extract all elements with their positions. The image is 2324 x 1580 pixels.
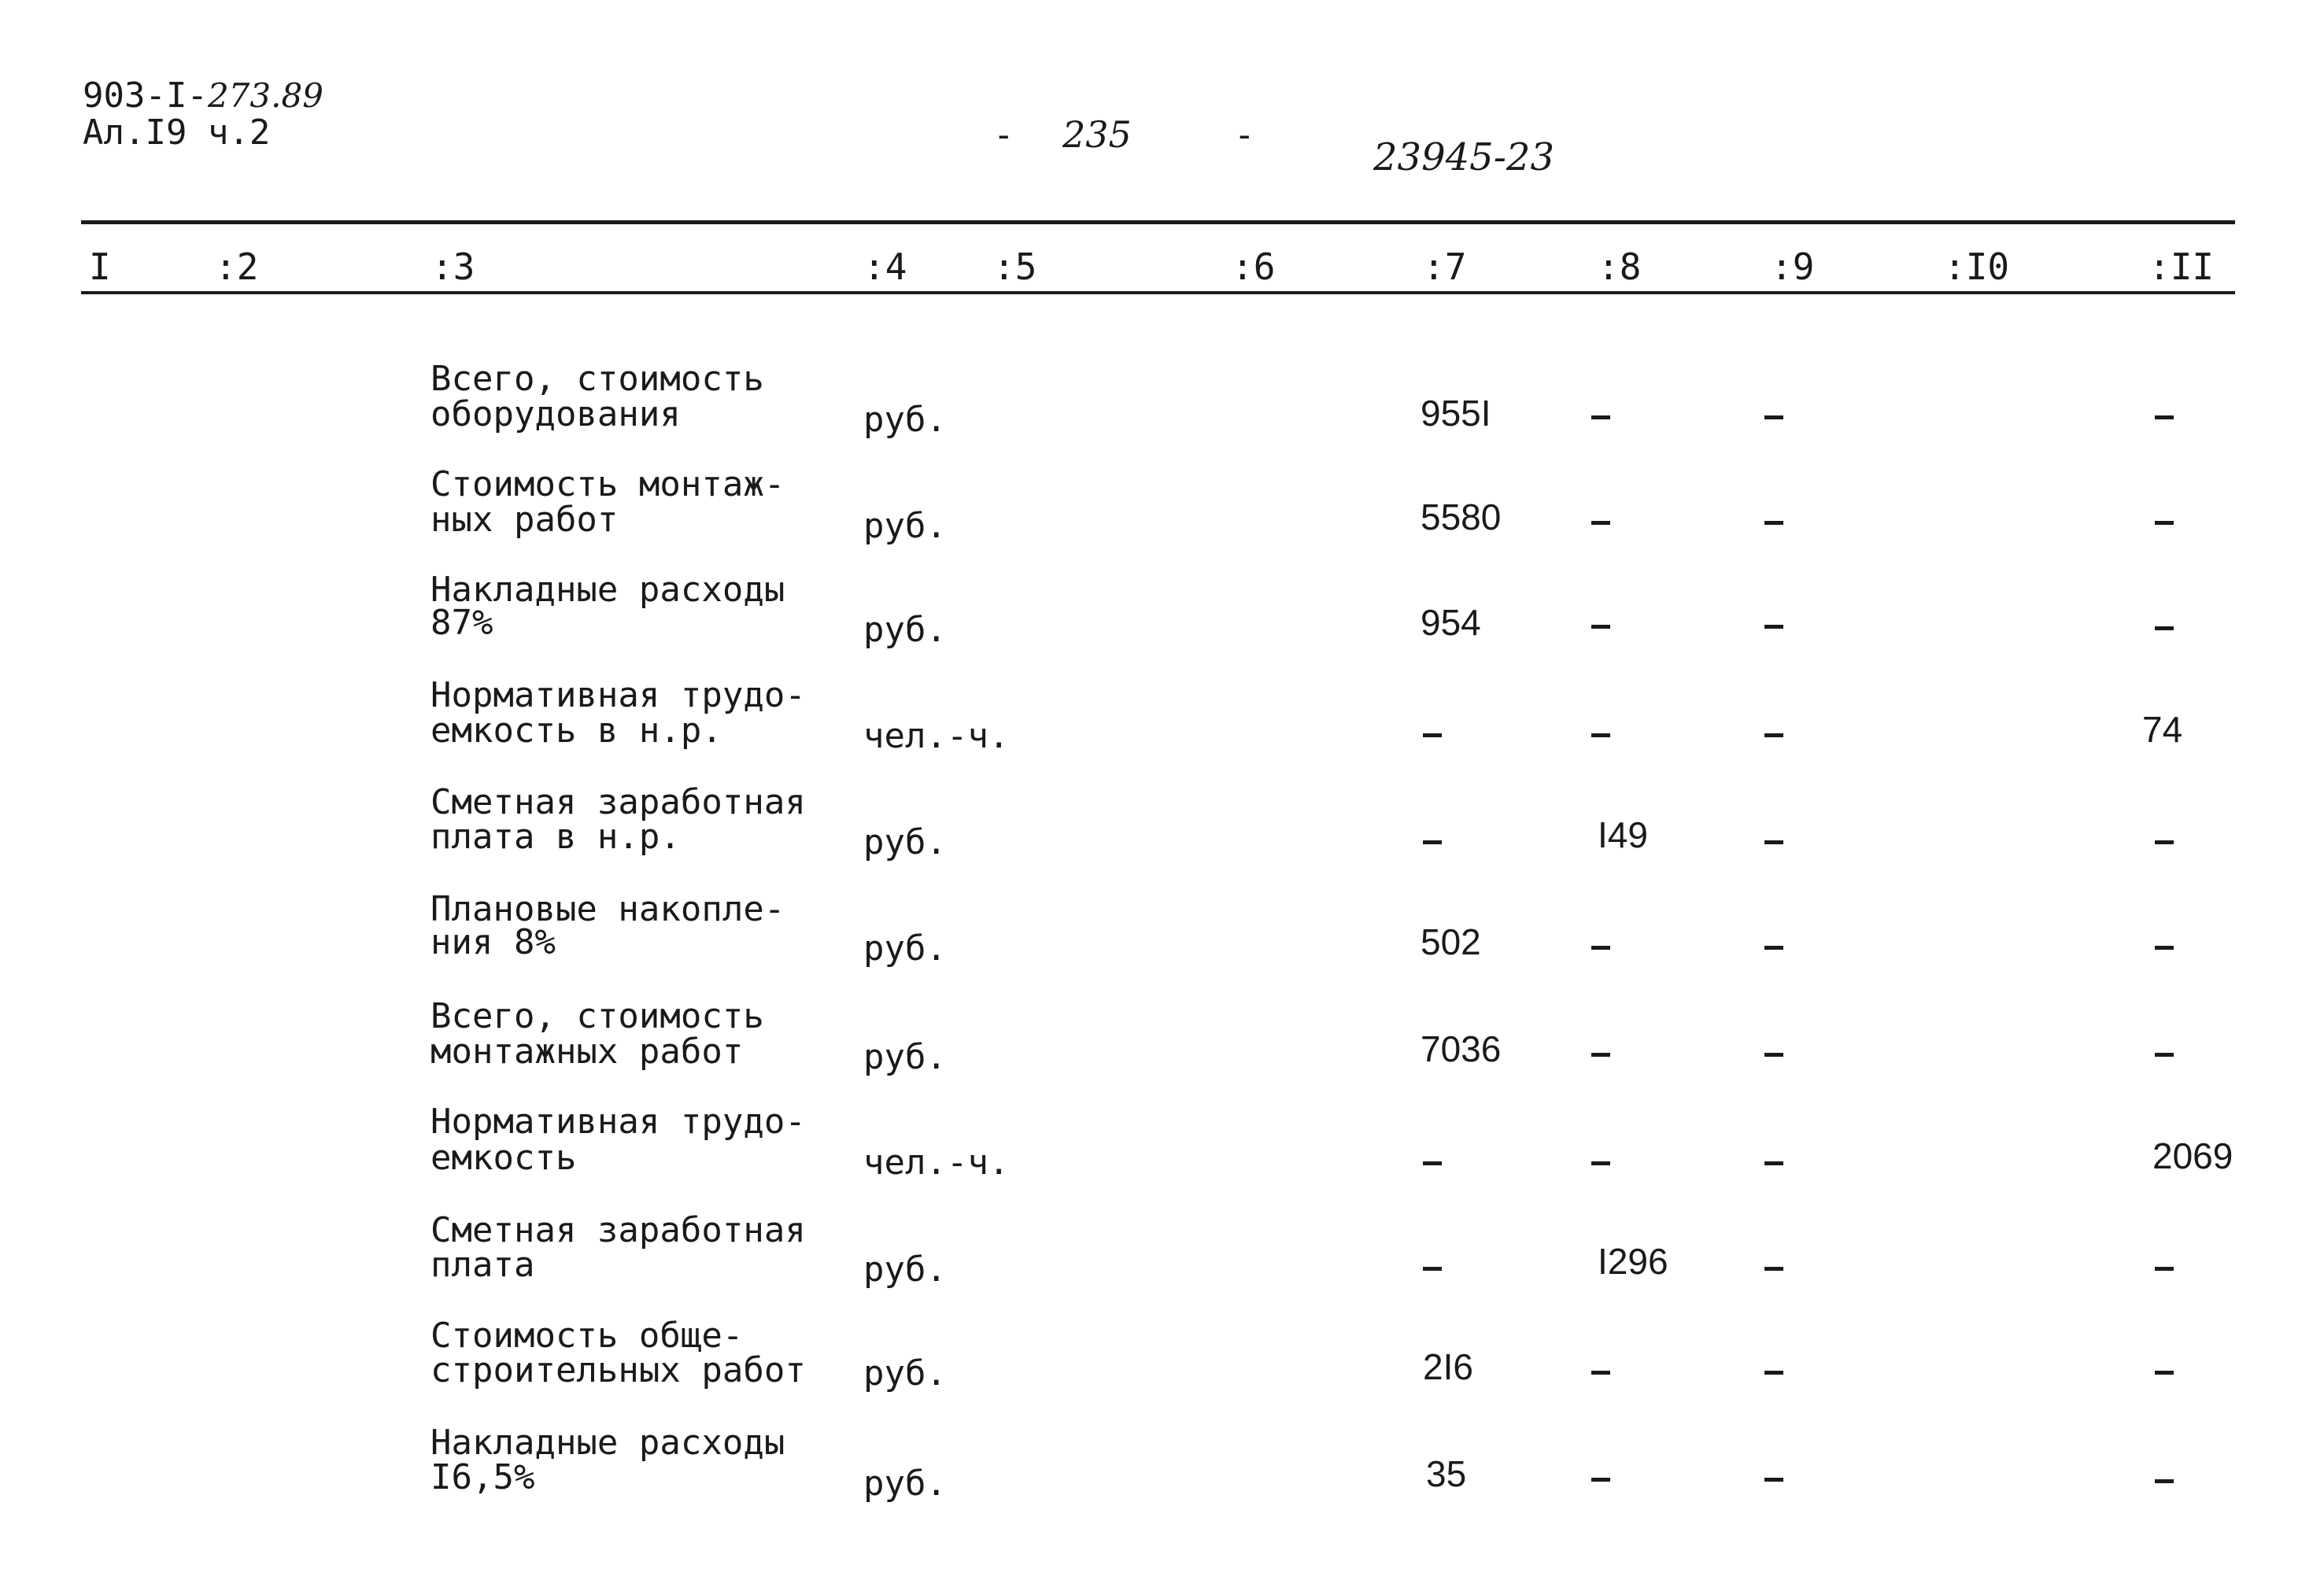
row-value-col8: I49 bbox=[1598, 814, 1648, 855]
row-dash-col8 bbox=[1591, 1053, 1610, 1057]
page-dash-right: - bbox=[1234, 115, 1255, 155]
row-dash-col11 bbox=[2155, 1053, 2174, 1057]
row-dash-col8 bbox=[1591, 733, 1610, 737]
row-dash-col11 bbox=[2155, 1267, 2174, 1271]
row-value-col8: I296 bbox=[1598, 1241, 1668, 1282]
row-description-line2: строительных работ bbox=[430, 1350, 806, 1390]
row-description-line2: ных работ bbox=[430, 500, 619, 540]
row-description-line2: оборудования bbox=[430, 394, 681, 434]
row-unit: чел.-ч. bbox=[863, 1143, 1010, 1183]
row-dash-col11 bbox=[2155, 521, 2174, 525]
row-description-line1: Сметная заработная bbox=[430, 1210, 806, 1250]
document-code-handwritten: 273.89 bbox=[207, 76, 323, 115]
row-unit: руб. bbox=[863, 400, 947, 440]
row-description-line2: ния 8% bbox=[430, 922, 556, 962]
page-number: 235 bbox=[1062, 113, 1132, 156]
row-unit: руб. bbox=[863, 1037, 947, 1077]
row-value-col7: 35 bbox=[1426, 1453, 1467, 1494]
row-description-line2: I6,5% bbox=[430, 1457, 535, 1497]
row-unit: руб. bbox=[863, 1464, 947, 1504]
row-dash-col11 bbox=[2155, 1479, 2174, 1483]
row-description-line1: Стоимость монтаж- bbox=[430, 464, 785, 504]
row-value-col7: 502 bbox=[1421, 921, 1481, 962]
row-dash-col9 bbox=[1764, 946, 1783, 950]
column-heading-8: :8 bbox=[1598, 245, 1642, 288]
column-heading-6: :6 bbox=[1232, 245, 1276, 288]
row-dash-col8 bbox=[1591, 415, 1610, 419]
row-dash-col9 bbox=[1764, 1371, 1783, 1375]
row-description-line2: 87% bbox=[430, 603, 493, 643]
row-dash-col7 bbox=[1423, 1161, 1442, 1165]
row-value-col11: 2069 bbox=[2152, 1135, 2233, 1176]
row-dash-col9 bbox=[1764, 1267, 1783, 1271]
row-value-col7: 5580 bbox=[1421, 497, 1502, 537]
row-dash-col9 bbox=[1764, 625, 1783, 629]
row-unit: руб. bbox=[863, 610, 947, 650]
row-dash-col11 bbox=[2155, 840, 2174, 844]
column-heading-2: :2 bbox=[215, 245, 259, 288]
row-description-line2: плата bbox=[430, 1245, 535, 1285]
row-description-line1: Всего, стоимость bbox=[430, 996, 764, 1036]
column-heading-4: :4 bbox=[863, 245, 907, 288]
row-description-line1: Накладные расходы bbox=[430, 570, 785, 610]
row-dash-col8 bbox=[1591, 1161, 1610, 1165]
row-dash-col9 bbox=[1764, 415, 1783, 419]
row-description-line1: Стоимость обще- bbox=[430, 1316, 744, 1356]
row-dash-col9 bbox=[1764, 733, 1783, 737]
row-value-col7: 955I bbox=[1421, 393, 1491, 434]
row-unit: руб. bbox=[863, 506, 947, 546]
row-description-line1: Сметная заработная bbox=[430, 782, 806, 822]
row-dash-col11 bbox=[2155, 1371, 2174, 1375]
row-description-line1: Плановые накопле- bbox=[430, 889, 785, 929]
row-description-line1: Всего, стоимость bbox=[430, 359, 764, 399]
row-dash-col9 bbox=[1764, 840, 1783, 844]
document-code-printed: 903-I- bbox=[83, 76, 208, 116]
row-dash-col11 bbox=[2155, 626, 2174, 630]
row-dash-col11 bbox=[2155, 415, 2174, 419]
row-description-line2: монтажных работ bbox=[430, 1032, 744, 1072]
column-heading-7: :7 bbox=[1423, 245, 1467, 288]
column-heading-5: :5 bbox=[993, 245, 1037, 288]
row-description-line2: плата в н.р. bbox=[430, 817, 681, 857]
column-heading-3: :3 bbox=[431, 245, 475, 288]
row-dash-col8 bbox=[1591, 1371, 1610, 1375]
album-label: Ал.I9 ч.2 bbox=[83, 113, 271, 153]
column-heading-9: :9 bbox=[1771, 245, 1815, 288]
row-dash-col8 bbox=[1591, 625, 1610, 629]
row-value-col7: 954 bbox=[1421, 602, 1481, 643]
row-dash-col9 bbox=[1764, 521, 1783, 525]
header-rule-bottom bbox=[81, 291, 2235, 294]
row-description-line1: Нормативная трудо- bbox=[430, 1102, 806, 1142]
row-dash-col7 bbox=[1423, 733, 1442, 737]
row-description-line1: Нормативная трудо- bbox=[430, 675, 806, 715]
row-description-line2: емкость bbox=[430, 1138, 577, 1178]
column-heading-11: :II bbox=[2148, 245, 2215, 288]
row-unit: руб. bbox=[863, 1353, 947, 1394]
header-rule-top bbox=[81, 220, 2235, 224]
inventory-number: 23945-23 bbox=[1373, 135, 1554, 179]
row-unit: руб. bbox=[863, 822, 947, 862]
row-dash-col11 bbox=[2155, 946, 2174, 950]
row-dash-col9 bbox=[1764, 1053, 1783, 1057]
row-description-line2: емкость в н.р. bbox=[430, 711, 722, 751]
page-dash-left: - bbox=[993, 115, 1014, 155]
row-value-col7: 2I6 bbox=[1423, 1346, 1473, 1387]
row-dash-col7 bbox=[1423, 1267, 1442, 1271]
row-value-col11: 74 bbox=[2142, 709, 2183, 750]
row-unit: руб. bbox=[863, 1250, 947, 1290]
row-dash-col7 bbox=[1423, 840, 1442, 844]
row-dash-col9 bbox=[1764, 1161, 1783, 1165]
column-heading-10: :I0 bbox=[1944, 245, 2010, 288]
row-dash-col8 bbox=[1591, 521, 1610, 525]
document-code bbox=[83, 77, 323, 115]
row-unit: руб. bbox=[863, 928, 947, 969]
row-value-col7: 7036 bbox=[1421, 1028, 1502, 1069]
row-dash-col8 bbox=[1591, 1478, 1610, 1482]
row-description-line1: Накладные расходы bbox=[430, 1423, 785, 1463]
row-unit: чел.-ч. bbox=[863, 716, 1010, 756]
row-dash-col9 bbox=[1764, 1478, 1783, 1482]
column-heading-1: I bbox=[89, 245, 111, 288]
row-dash-col8 bbox=[1591, 946, 1610, 950]
